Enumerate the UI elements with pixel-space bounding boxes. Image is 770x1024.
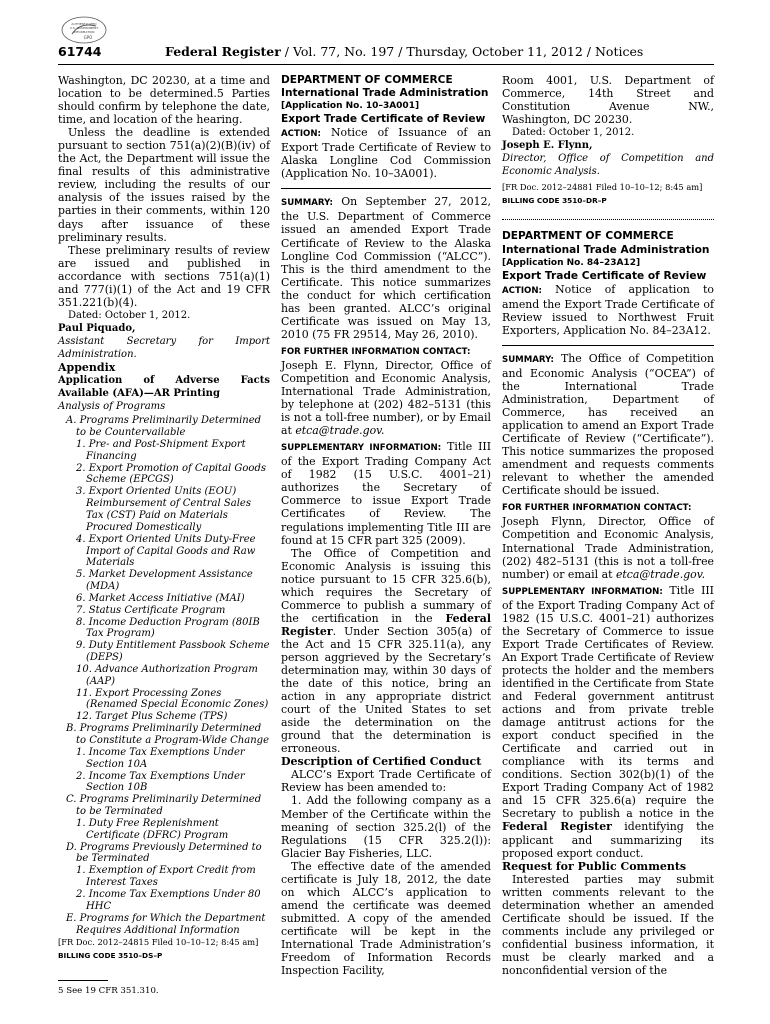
list-item: 10. Advance Authorization Program (AAP) xyxy=(76,663,258,687)
list-item: B. Programs Preliminarily Determined to Constitute a Program-Wide Change xyxy=(66,723,269,746)
list-item: A. Programs Preliminarily Determined to be Countervailable xyxy=(66,415,262,439)
application-number: [Application No. 10–3A001] xyxy=(281,101,420,112)
action-label: ACTION: xyxy=(502,285,542,296)
list-item: 1. Exemption of Export Credit from Interest Taxes xyxy=(76,865,256,889)
running-header xyxy=(58,44,714,65)
appendix-subheading: Application of Adverse Facts Available (AFA)—AR Printing xyxy=(58,375,270,400)
gpo-authenticated-logo xyxy=(58,14,110,46)
list-item: 5. Market Development Assistance (MDA) xyxy=(76,569,253,593)
list-item: 2. Income Tax Exemptions Under 80 HHC xyxy=(76,888,261,912)
list-item: C. Programs Preliminarily Determined to be Terminated xyxy=(66,794,262,818)
issue-info: / Vol. 77, No. 197 / Thursday, October 11, 2012 / Notices xyxy=(280,44,644,59)
paragraph: ALCC’s Export Trade Certificate of Review has been amended to: xyxy=(281,768,491,795)
supplementary-paragraph xyxy=(281,440,491,546)
supplementary-text: Title III of the Export Trading Company Act of 1982 (15 U.S.C. 4001–21) authorizes the Secretary of Commerce to issue Export Trade Certificates of Review. The regulations implementing Title III are found at 15 CFR part 325 (2009). xyxy=(281,440,491,547)
paragraph: Room 4001, U.S. Department of Commerce, 14th Street and Constitution Avenue NW., Washington, DC 20230. xyxy=(502,74,714,127)
document-separator xyxy=(502,219,714,220)
text-run: The Office of Competition and Economic Analysis is issuing this notice pursuant to 15 CFR 325.6(b), which requires the Secretary of Commerce to publish a summary of the certification in the xyxy=(281,546,491,625)
action-paragraph xyxy=(281,126,491,180)
list-item: 2. Income Tax Exemptions Under Section 10B xyxy=(76,770,245,794)
paragraph: Unless the deadline is extended pursuant to section 751(a)(2)(B)(iv) of the Act, the Department will issue the final results of this administrative review, including the results of our analysis of the issues raised by the parties in their comments, within 120 days after issuance of these preliminary results. xyxy=(58,126,270,244)
department-heading: DEPARTMENT OF COMMERCE xyxy=(502,230,674,243)
paragraph: These preliminary results of review are issued and published in accordance with sections 751(a)(1) and 777(i)(1) of the Act and 19 CFR 351.221(b)(4). xyxy=(58,243,270,309)
notice-title: Export Trade Certificate of Review xyxy=(502,269,707,282)
fr-doc-line: [FR Doc. 2012–24815 Filed 10–10–12; 8:45 am] xyxy=(58,937,259,948)
publication-name: Federal Register xyxy=(165,44,281,59)
column-3 xyxy=(502,74,714,977)
signer-name: Joseph E. Flynn, xyxy=(502,140,593,152)
section-heading: Description of Certified Conduct xyxy=(281,755,482,769)
ffi-label: FOR FURTHER INFORMATION CONTACT: xyxy=(502,503,692,514)
signer-title: Director, Office of Competition and Economic Analysis. xyxy=(502,153,714,178)
billing-code: BILLING CODE 3510–DR–P xyxy=(502,196,607,206)
contact-email[interactable]: etca@trade.gov. xyxy=(615,567,706,581)
list-item: 4. Export Oriented Units Duty-Free Import of Capital Goods and Raw Materials xyxy=(76,533,256,569)
action-paragraph xyxy=(502,283,714,337)
notice-title: Export Trade Certificate of Review xyxy=(281,113,486,126)
dated-line: Dated: October 1, 2012. xyxy=(512,127,635,139)
federal-register-ref: Federal Register xyxy=(281,611,491,638)
summary-label: SUMMARY: xyxy=(502,354,554,365)
column-1 xyxy=(58,74,270,998)
ffi-label: FOR FURTHER INFORMATION CONTACT: xyxy=(281,346,471,357)
paragraph: Interested parties may submit written comments relevant to the determination whether an amended Certificate should be issued. If the comments include any privileged or confidential business information, it must be clearly marked and a nonconfidential version of the xyxy=(502,872,714,977)
program-list xyxy=(58,415,270,936)
text-run: identifying the applicant and summarizing its proposed export conduct. xyxy=(502,820,714,860)
list-item: D. Programs Previously Determined to be Terminated xyxy=(66,841,262,865)
page-number: 61744 xyxy=(58,44,102,59)
department-heading: DEPARTMENT OF COMMERCE xyxy=(281,74,453,86)
footnote-rule xyxy=(58,980,108,981)
ffi-paragraph xyxy=(281,344,491,437)
action-label: ACTION: xyxy=(281,129,321,140)
ffi-text: Joseph Flynn, Director, Office of Competition and Economic Analysis, International Trade Administration, (202) 482–5131 (this is not a toll-free number) or email at xyxy=(502,515,714,581)
signer-title: Assistant Secretary for Import Administration. xyxy=(58,335,270,360)
paragraph: Washington, DC 20230, at a time and location to be determined.5 Parties should confirm by telephone the date, time, and location of the hearing. xyxy=(58,74,270,127)
ffi-paragraph xyxy=(502,500,714,580)
ffi-text: Joseph E. Flynn, Director, Office of Competition and Economic Analysis, International Trade Administration, by telephone at (202) 482–5131 (this is not a toll-free number), or by Email at xyxy=(281,358,491,438)
action-text: Notice of application to amend the Export Trade Certificate of Review issued to Northwest Fruit Exporters, Application No. 84–23A12. xyxy=(502,282,714,337)
publication-line xyxy=(165,44,643,59)
list-item: 1. Income Tax Exemptions Under Section 10A xyxy=(76,746,245,770)
section-heading: Request for Public Comments xyxy=(502,859,687,873)
svg-text:INFORMATION: INFORMATION xyxy=(73,30,95,34)
summary-label: SUMMARY: xyxy=(281,198,333,209)
action-text: Notice of Issuance of an Export Trade Certificate of Review to Alaska Longline Cod Commission (Application No. 10–3A001). xyxy=(281,126,491,181)
list-item: 1. Duty Free Replenishment Certificate (DFRC) Program xyxy=(76,817,229,841)
agency-name: International Trade Administration xyxy=(502,243,710,256)
svg-text:GPO: GPO xyxy=(83,35,93,40)
supplementary-label: SUPPLEMENTARY INFORMATION: xyxy=(281,443,442,454)
list-item: 3. Export Oriented Units (EOU) Reimbursement of Central Sales Tax (CST) Paid on Materials Procured Domestically xyxy=(76,486,251,533)
svg-text:AUTHENTICATED: AUTHENTICATED xyxy=(71,22,97,26)
analysis-heading: Analysis of Programs xyxy=(58,401,166,413)
text-run: . Under Section 305(a) of the Act and 15 CFR 325.11(a), any person aggrieved by the Secretary’s determination may, within 30 days of the date of this notice, bring an action in any appropriate district court of the United States to set aside the determination on the ground that the determination is erroneous. xyxy=(281,624,491,756)
supplementary-label: SUPPLEMENTARY INFORMATION: xyxy=(502,586,663,597)
summary-paragraph xyxy=(502,352,714,498)
footnote: 5 See 19 CFR 351.310. xyxy=(58,986,159,997)
list-item: 6. Market Access Initiative (MAI) xyxy=(76,592,245,604)
list-item: 11. Export Processing Zones (Renamed Special Economic Zones) xyxy=(76,687,269,711)
list-item: 9. Duty Entitlement Passbook Scheme (DEPS) xyxy=(76,640,270,664)
summary-text: The Office of Competition and Economic Analysis (“OCEA”) of the International Trade Administration, Department of Commerce, has received an application to amend an Export Trade Certificate of Review (“Certificate”). This notice summarizes the proposed amendment and requests comments relevant to whether the amended Certificate should be issued. xyxy=(502,351,714,498)
contact-email[interactable]: etca@trade.gov. xyxy=(295,424,385,438)
list-item: 12. Target Plus Scheme (TPS) xyxy=(76,711,228,723)
summary-paragraph xyxy=(281,195,491,341)
section-rule xyxy=(281,188,491,189)
paragraph: 1. Add the following company as a Member of the Certificate within the meaning of section 325.2(l) of the Regulations (15 CFR 325.2(l)): Glacier Bay Fisheries, LLC. xyxy=(281,794,491,860)
section-rule xyxy=(502,345,714,346)
federal-register-ref: Federal Register xyxy=(502,820,612,834)
paragraph: The effective date of the amended certificate is July 18, 2012, the date on which ALCC’s application to amend the certificate was deemed submitted. A copy of the amended certificate will be kept in the International Trade Administration’s Freedom of Information Records Inspection Facility, xyxy=(281,859,491,978)
billing-code: BILLING CODE 3510–DS–P xyxy=(58,951,163,961)
paragraph xyxy=(281,547,491,756)
application-number: [Application No. 84–23A12] xyxy=(502,257,641,268)
list-item: E. Programs for Which the Department Requires Additional Information xyxy=(66,912,266,936)
agency-name: International Trade Administration xyxy=(281,87,489,100)
svg-text:U.S. GOVERNMENT: U.S. GOVERNMENT xyxy=(69,26,99,30)
list-item: 7. Status Certificate Program xyxy=(76,604,226,616)
list-item: 2. Export Promotion of Capital Goods Scheme (EPCGS) xyxy=(76,462,266,486)
appendix-heading: Appendix xyxy=(58,361,116,375)
dated-line: Dated: October 1, 2012. xyxy=(68,309,191,321)
list-item: 1. Pre- and Post-Shipment Export Financing xyxy=(76,438,246,462)
column-2 xyxy=(281,74,491,977)
summary-text: On September 27, 2012, the U.S. Department of Commerce issued an amended Export Trade Certificate of Review to the Alaska Longline Cod Commission (“ALCC”). This is the third amendment to the Certificate. This notice summarizes the conduct for which certification has been granted. ALCC’s original Certificate was issued on May 13, 2010 (75 FR 29514, May 26, 2010). xyxy=(281,195,491,341)
text-run: Title III of the Export Trading Company Act of 1982 (15 U.S.C. 4001–21) authorizes the Secretary of Commerce to issue Export Trade Certificates of Review. An Export Trade Certificate of Review protects the holder and the members identified in the Certificate from State and Federal government antitrust actions and from private treble damage antitrust actions for the export conduct specified in the Certificate and carried out in compliance with its terms and conditions. Section 302(b)(1) of the Export Trading Company Act of 1982 and 15 CFR 325.6(a) require the Secretary to publish a notice in the xyxy=(502,583,714,821)
fr-doc-line: [FR Doc. 2012–24881 Filed 10–10–12; 8:45 am] xyxy=(502,182,703,193)
signer-name: Paul Piquado, xyxy=(58,322,136,334)
list-item: 8. Income Deduction Program (80IB Tax Program) xyxy=(76,616,260,640)
supplementary-paragraph xyxy=(502,584,714,860)
